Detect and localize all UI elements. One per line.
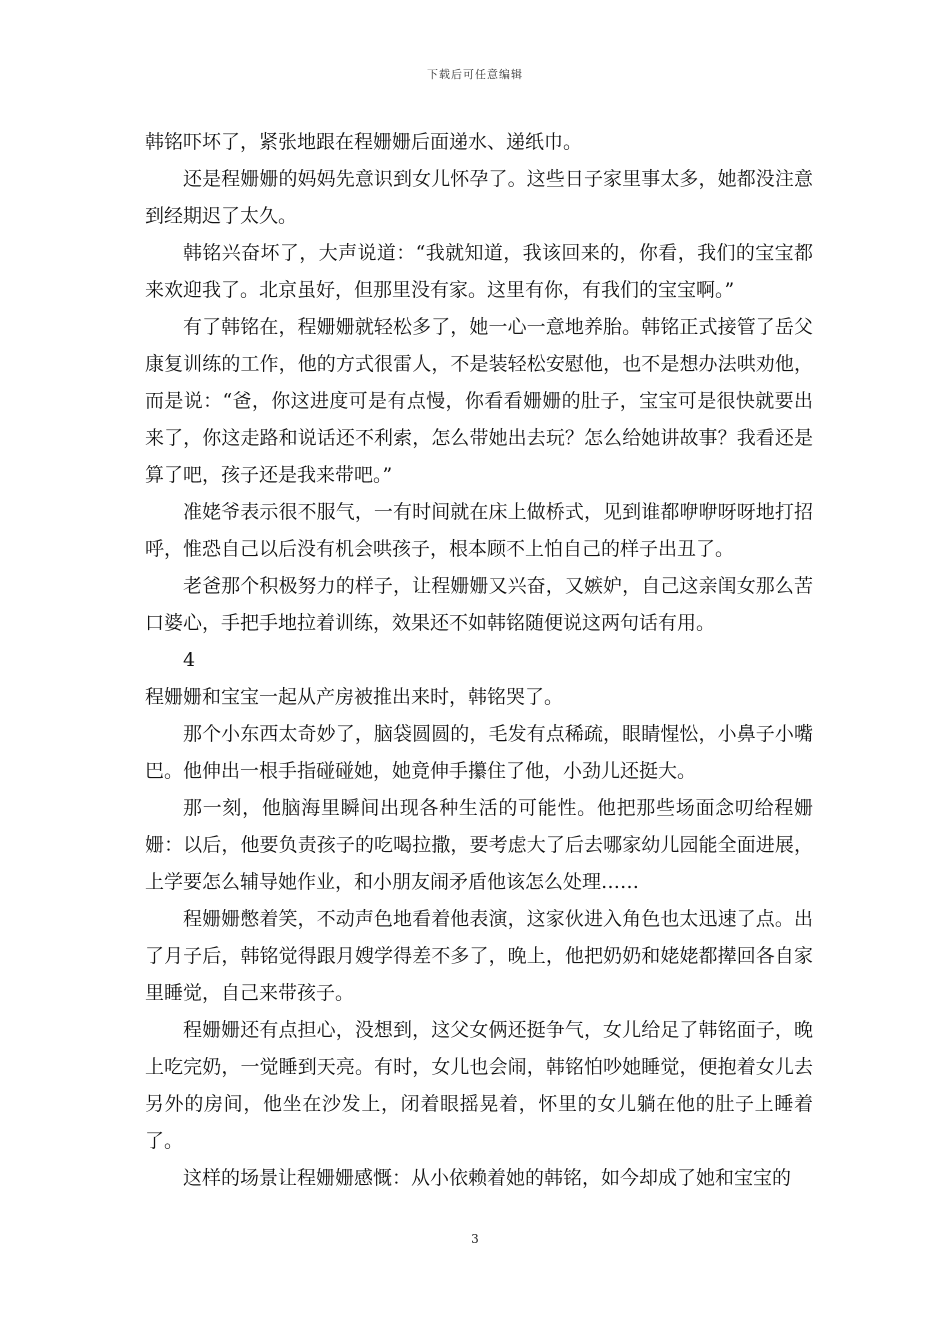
paragraph: 那一刻，他脑海里瞬间出现各种生活的可能性。他把那些场面念叨给程姗姗：以后，他要负责孩子的吃喝拉撒，要考虑大了后去哪家幼儿园能全面进展，上学要怎么辅导她作业，和小朋友闹矛盾他该怎么处理…… <box>145 797 813 893</box>
document-body <box>145 124 813 1197</box>
paragraph: 准姥爷表示很不服气，一有时间就在床上做桥式，见到谁都咿咿呀呀地打招呼，惟恐自己以后没有机会哄孩子，根本顾不上怕自己的样子出丑了。 <box>145 501 813 560</box>
section-number: 4 <box>183 649 196 671</box>
paragraph: 这样的场景让程姗姗感慨：从小依赖着她的韩铭，如今却成了她和宝宝的 <box>183 1167 792 1189</box>
page-header: 下载后可任意编辑 <box>427 68 523 81</box>
paragraph: 老爸那个积极努力的样子，让程姗姗又兴奋，又嫉妒，自己这亲闺女那么苦口婆心，手把手地拉着训练，效果还不如韩铭随便说这两句话有用。 <box>145 575 813 634</box>
paragraph: 还是程姗姗的妈妈先意识到女儿怀孕了。这些日子家里事太多，她都没注意到经期迟了太久。 <box>145 168 813 227</box>
paragraph: 程姗姗憋着笑，不动声色地看着他表演，这家伙进入角色也太迅速了点。出了月子后，韩铭觉得跟月嫂学得差不多了，晚上，他把奶奶和姥姥都撵回各自家里睡觉，自己来带孩子。 <box>145 908 813 1004</box>
paragraph: 那个小东西太奇妙了，脑袋圆圆的，毛发有点稀疏，眼睛惺忪，小鼻子小嘴巴。他伸出一根手指碰碰她，她竟伸手攥住了他，小劲儿还挺大。 <box>145 723 813 782</box>
paragraph: 韩铭吓坏了，紧张地跟在程姗姗后面递水、递纸巾。 <box>145 131 583 153</box>
page-number: 3 <box>471 1232 479 1246</box>
paragraph: 有了韩铭在，程姗姗就轻松多了，她一心一意地养胎。韩铭正式接管了岳父康复训练的工作，他的方式很雷人，不是装轻松安慰他，也不是想办法哄劝他，而是说：“爸，你这进度可是有点慢，你看看姗姗的肚子，宝宝可是很快就要出来了，你这走路和说话还不利索，怎么带她出去玩？怎么给她讲故事？我看还是算了吧，孩子还是我来带吧。” <box>145 316 813 486</box>
paragraph: 韩铭兴奋坏了，大声说道：“我就知道，我该回来的，你看，我们的宝宝都来欢迎我了。北京虽好，但那里没有家。这里有你，有我们的宝宝啊。” <box>145 242 813 301</box>
paragraph: 程姗姗和宝宝一起从产房被推出来时，韩铭哭了。 <box>145 686 564 708</box>
paragraph: 程姗姗还有点担心，没想到，这父女俩还挺争气，女儿给足了韩铭面子，晚上吃完奶，一觉睡到天亮。有时，女儿也会闹，韩铭怕吵她睡觉，便抱着女儿去另外的房间，他坐在沙发上，闭着眼摇晃着，怀里的女儿躺在他的肚子上睡着了。 <box>145 1019 813 1152</box>
